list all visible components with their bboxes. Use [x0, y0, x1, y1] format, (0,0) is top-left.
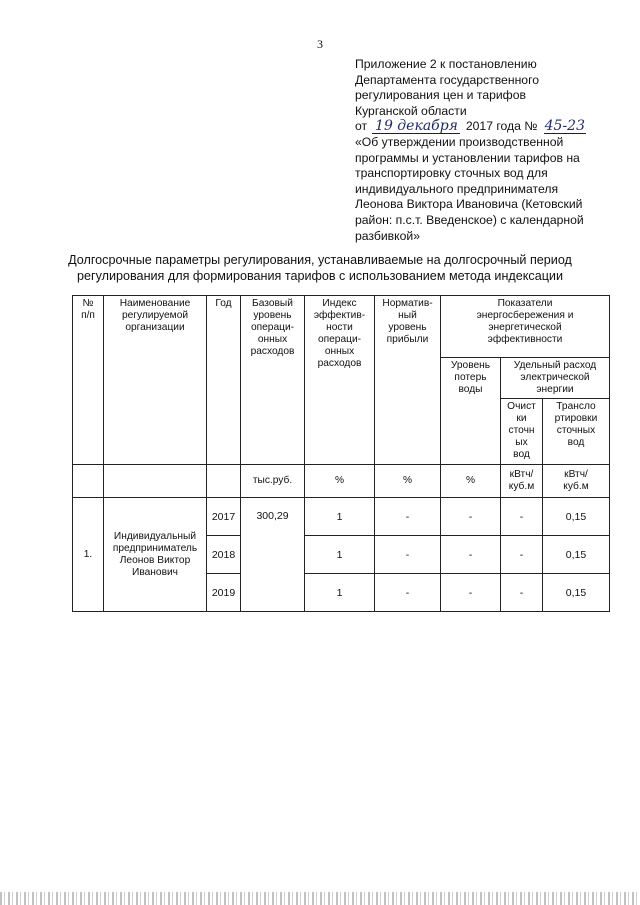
appendix-block: [355, 57, 605, 244]
base-level-value: 300,29: [241, 498, 305, 612]
header-profit-norm: Норматив- ный уровень прибыли: [375, 296, 441, 465]
appendix-line: регулирования цен и тарифов: [355, 88, 526, 103]
document-title: [40, 252, 600, 284]
title-line: регулирования для формирования тарифов с использованием метода индексации: [77, 269, 563, 283]
scan-border-noise: [0, 892, 640, 905]
treatment-cell: -: [501, 574, 543, 612]
unit-treatment: кВтч/ куб.м: [501, 465, 543, 498]
appendix-line: индивидуального предпринимателя: [355, 181, 559, 196]
page-number: 3: [317, 37, 323, 51]
header-treatment: Очист ки сточн ых вод: [501, 399, 543, 465]
appendix-line: Приложение 2 к постановлению: [355, 57, 537, 71]
parameters-table: [72, 295, 610, 612]
header-specific-consumption: Удельный расход электрической энергии: [501, 358, 610, 399]
index-cell: 1: [305, 574, 375, 612]
header-base-level: Базовый уровень операци- онных расходов: [241, 296, 305, 465]
year-cell: 2018: [207, 536, 241, 574]
treatment-cell: -: [501, 536, 543, 574]
header-energy-indicators: Показатели энергосбережения и энергетической эффективности: [441, 296, 610, 358]
handwritten-number: 45-23: [544, 118, 585, 135]
year-text: 2017 года №: [465, 119, 538, 134]
unit-transport: кВтч/ куб.м: [543, 465, 610, 498]
unit-base: тыс.руб.: [241, 465, 305, 498]
unit-norm: %: [375, 465, 441, 498]
loss-cell: -: [441, 536, 501, 574]
index-cell: 1: [305, 498, 375, 536]
header-organization: Наименование регулируемой организации: [104, 296, 207, 465]
norm-cell: -: [375, 574, 441, 612]
transport-cell: 0,15: [543, 574, 610, 612]
decree-date-line: [355, 119, 605, 135]
header-number: № п/п: [73, 296, 104, 465]
appendix-line: Департамента государственного: [355, 72, 540, 87]
unit-index: %: [305, 465, 375, 498]
treatment-cell: -: [501, 498, 543, 536]
appendix-line: Курганской области: [355, 103, 467, 118]
index-cell: 1: [305, 536, 375, 574]
loss-cell: -: [441, 574, 501, 612]
units-row: [73, 465, 610, 498]
header-transportation: Трансло ртировки сточных вод: [543, 399, 610, 465]
appendix-line: район: п.с.т. Введенское) с календарной: [355, 212, 584, 227]
header-efficiency-index: Индекс эффектив- ности операци- онных расходов: [305, 296, 375, 465]
title-line: Долгосрочные параметры регулирования, устанавливаемые на долгосрочный период: [68, 253, 572, 267]
appendix-line: «Об утверждении производственной: [355, 134, 564, 149]
handwritten-date: 19 декабря: [372, 120, 460, 134]
header-year: Год: [207, 296, 241, 465]
unit-water-loss: %: [441, 465, 501, 498]
header-water-loss: Уровень потерь воды: [441, 358, 501, 465]
loss-cell: -: [441, 498, 501, 536]
transport-cell: 0,15: [543, 536, 610, 574]
table-row: [73, 498, 610, 536]
year-cell: 2019: [207, 574, 241, 612]
from-prefix: от: [355, 119, 368, 134]
row-number: 1.: [73, 498, 104, 612]
transport-cell: 0,15: [543, 498, 610, 536]
norm-cell: -: [375, 536, 441, 574]
appendix-line: программы и установлении тарифов на: [355, 150, 580, 165]
norm-cell: -: [375, 498, 441, 536]
organization-name: Индивидуальный предприниматель Леонов Виктор Иванович: [104, 498, 207, 612]
appendix-line: транспортировку сточных вод для: [355, 166, 548, 181]
appendix-line: Леонова Виктора Ивановича (Кетовский: [355, 197, 583, 212]
appendix-line: разбивкой»: [355, 228, 420, 243]
year-cell: 2017: [207, 498, 241, 536]
